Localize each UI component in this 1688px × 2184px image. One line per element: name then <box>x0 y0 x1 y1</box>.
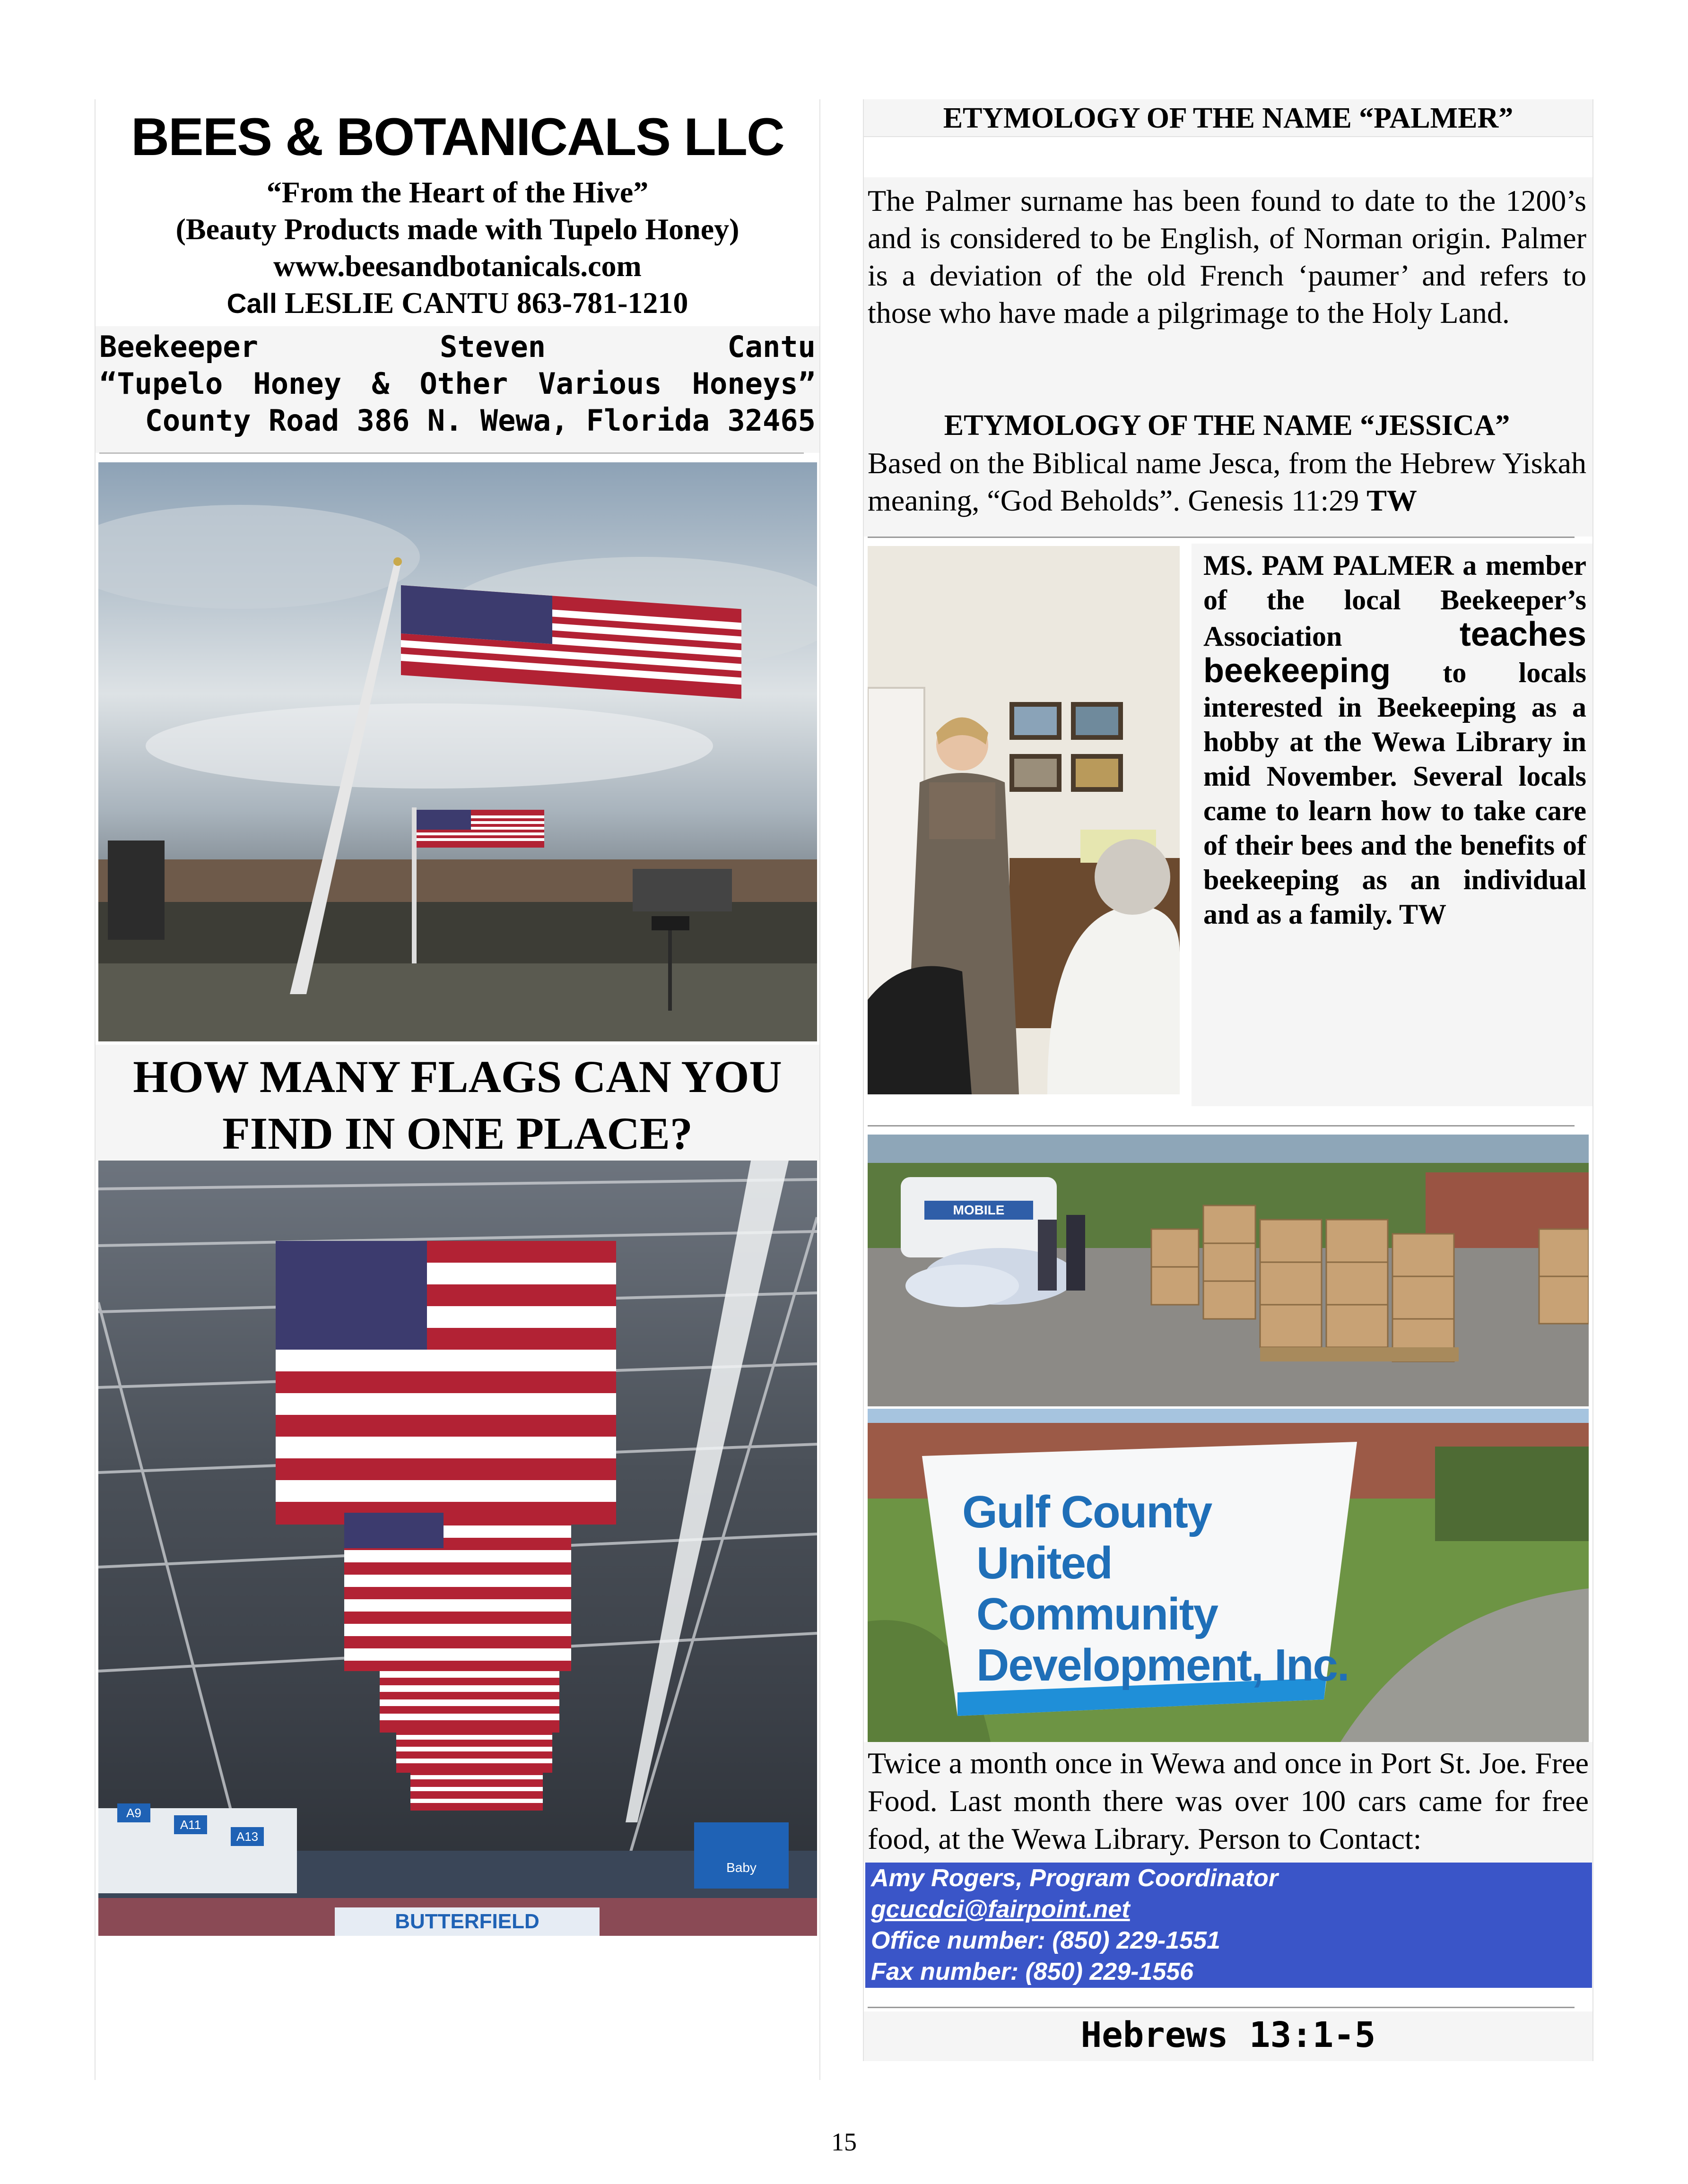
food-distribution-illustration <box>868 1135 1589 1406</box>
aisle-label: A13 <box>236 1829 259 1844</box>
sign-text <box>962 1487 1350 1691</box>
contact-office: Office number: (850) 229-1551 <box>871 1927 1220 1954</box>
pam-text-highlight: teaches beekeeping <box>1203 615 1586 690</box>
baby-sign: Baby <box>726 1860 757 1875</box>
bk-word: Various <box>538 366 662 401</box>
store-sign-text: BUTTERFIELD <box>395 1910 539 1933</box>
bees-tagline: “From the Heart of the Hive” <box>266 175 649 209</box>
bk-word: “Tupelo <box>99 366 223 401</box>
bible-verse: Hebrews 13:1-5 <box>864 2011 1592 2061</box>
flags-question-line1: HOW MANY FLAGS CAN YOU <box>133 1051 782 1102</box>
palmer-text: The Palmer surname has been found to date to the 1200’s and is considered to be English, of Norman origin. Palmer is a deviation of the old French ‘paumer’ and refers to those who have made a pilgrimage to the Holy Land. <box>868 184 1586 329</box>
divider <box>868 1125 1575 1127</box>
mobile-truck-label: MOBILE <box>953 1203 1005 1217</box>
sign-line-1: Gulf County <box>962 1487 1212 1537</box>
palmer-heading: ETYMOLOGY OF THE NAME “PALMER” <box>864 99 1592 137</box>
divider <box>868 537 1575 538</box>
bees-call-line <box>95 285 820 322</box>
divider <box>868 2007 1575 2008</box>
beekeeper-name-line <box>99 329 816 365</box>
contact-email-link[interactable]: gcucdci@fairpoint.net <box>871 1896 1130 1923</box>
call-prefix: Call <box>226 288 277 319</box>
contact-name: Amy Rogers, Program Coordinator <box>871 1864 1279 1892</box>
pam-palmer-photo <box>868 546 1180 1094</box>
outdoor-flags-illustration <box>98 462 817 1041</box>
bk-word: & <box>372 366 390 401</box>
left-blank-area <box>96 1943 819 2078</box>
beekeeper-product-line <box>99 365 816 402</box>
contact-fax: Fax number: (850) 229-1556 <box>871 1958 1194 1985</box>
sign-line-3: Development, Inc. <box>976 1640 1349 1690</box>
flags-question-line2: FIND IN ONE PLACE? <box>222 1108 693 1159</box>
pam-text-intro: MS. PAM PALMER a member of the local Beekeeper’s Association <box>1203 550 1586 652</box>
beekeeper-address: County Road 386 N. Wewa, Florida 32465 <box>145 403 816 438</box>
jessica-heading: ETYMOLOGY OF THE NAME “JESSICA” <box>944 409 1510 442</box>
pam-text-rest: to locals interested in Beekeeping as a hobby at the Wewa Library in mid November. Several locals came to learn how to take care of their bees and the benefits of beekeeping as an individual and as a family. TW <box>1203 657 1586 930</box>
bk-word: Steven <box>440 329 546 364</box>
jessica-text <box>868 444 1586 519</box>
store-flags-photo <box>98 1161 817 1936</box>
jessica-body: Based on the Biblical name Jesca, from the Hebrew Yiskah meaning, “God Beholds”. Genesis 11:29 <box>868 446 1586 517</box>
outdoor-flags-photo <box>98 462 817 1041</box>
call-contact: LESLIE CANTU 863-781-1210 <box>284 286 688 320</box>
aisle-label: A11 <box>180 1818 201 1832</box>
bk-word: Honey <box>253 366 342 401</box>
bees-subtitle: (Beauty Products made with Tupelo Honey) <box>175 212 740 246</box>
flags-question-heading <box>96 1045 819 1161</box>
bees-website: www.beesandbotanicals.com <box>273 249 642 283</box>
bk-word: Honeys” <box>692 366 816 401</box>
divider <box>99 452 804 454</box>
contact-box <box>865 1863 1592 1988</box>
page-number: 15 <box>831 2128 857 2156</box>
free-food-text: Twice a month once in Wewa and once in Port St. Joe. Free Food. Last month there was over 100 cars came for free food, at the Wewa Library. Person to Contact: <box>868 1746 1589 1855</box>
aisle-label: A9 <box>126 1806 141 1820</box>
pam-palmer-illustration <box>868 546 1180 1094</box>
bk-word: Cantu <box>727 329 816 364</box>
bk-word: Other <box>419 366 508 401</box>
bees-botanicals-title: BEES & BOTANICALS LLC <box>131 107 784 166</box>
sign-line-2: United Community <box>976 1538 1218 1639</box>
food-distribution-photo <box>868 1135 1589 1406</box>
jessica-initials: TW <box>1366 484 1417 517</box>
pam-palmer-text <box>1203 548 1586 932</box>
gulf-county-sign-photo <box>868 1409 1589 1742</box>
bk-word: Beekeeper <box>99 329 258 364</box>
